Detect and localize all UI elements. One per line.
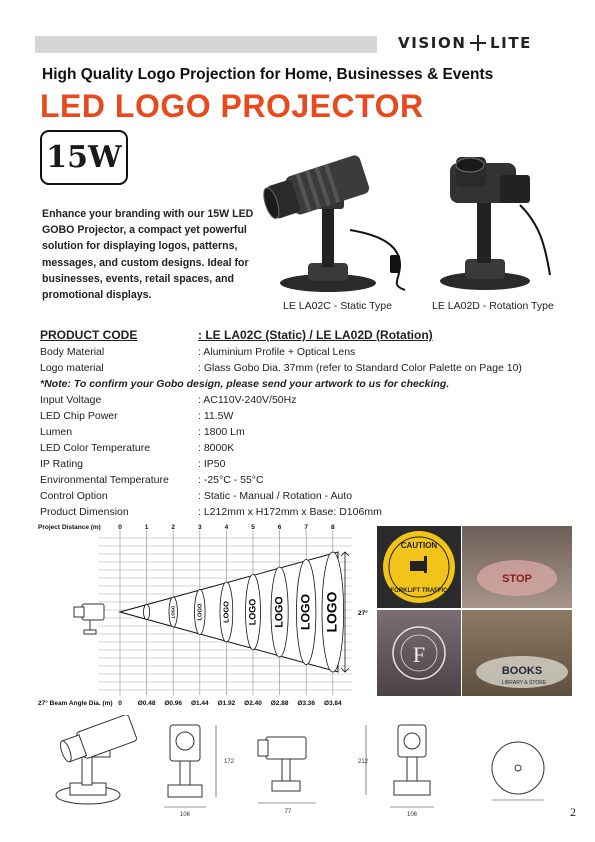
monogram-text: F — [412, 642, 426, 667]
spec-key: Control Option — [40, 490, 108, 502]
spec-note — [40, 376, 560, 392]
spec-value: : Glass Gobo Dia. 37mm (refer to Standard Color Palette on Page 10) — [198, 362, 522, 374]
diagram-projector-icon — [74, 604, 104, 634]
spec-key: LED Chip Power — [40, 410, 118, 422]
svg-text:VISION: VISION — [398, 34, 467, 52]
distance-tick: 3 — [197, 524, 202, 531]
spec-value: : AC110V-240V/50Hz — [198, 394, 297, 406]
vision-lite-logo — [398, 33, 558, 53]
distance-tick: 8 — [330, 524, 335, 531]
spec-row — [40, 472, 560, 488]
dim-d-label: 106 — [406, 812, 418, 818]
logo-projection-text: LOGO — [197, 603, 204, 621]
distance-tick: 6 — [277, 524, 282, 531]
distance-tick: 4 — [224, 524, 229, 531]
monogram-example-photo — [377, 610, 461, 696]
svg-text:LITE: LITE — [490, 34, 533, 52]
rotation-projector-image — [410, 135, 570, 300]
brand-logo — [398, 33, 558, 57]
distance-tick: 5 — [251, 524, 255, 531]
iso-drawing — [40, 715, 150, 810]
spec-row — [40, 504, 560, 520]
spec-key: Lumen — [40, 426, 73, 438]
distance-tick: 0 — [118, 524, 122, 531]
spec-value: : Aluminium Profile + Optical Lens — [198, 346, 356, 358]
diameter-tick: Ø0.48 — [137, 700, 156, 707]
tagline: High Quality Logo Projection for Home, Businesses & Events — [42, 66, 494, 83]
distance-axis-label: Project Distance (m) — [38, 524, 101, 531]
logo-projection-text: LOGO — [273, 596, 286, 628]
dim-a-label: 106 — [179, 812, 191, 818]
spec-header-row — [40, 326, 560, 344]
front-view-drawing — [150, 715, 240, 820]
logo-projection-text: LOGO — [247, 598, 258, 626]
spec-key: Environmental Temperature — [40, 474, 169, 486]
spec-header-key: PRODUCT CODE — [40, 328, 138, 342]
diameter-tick: Ø3.36 — [297, 700, 316, 707]
spec-row — [40, 408, 560, 424]
caution-example-photo — [377, 526, 461, 608]
angle-label: 27° — [358, 610, 368, 617]
diameter-ticks — [0, 700, 595, 710]
diameter-tick: 0 — [118, 700, 122, 707]
forklift-icon — [410, 561, 424, 571]
logo-projection-text: LOGO — [324, 591, 340, 633]
rear-view-drawing — [350, 715, 450, 820]
spec-note-text: *Note: To confirm your Gobo design, please send your artwork to us for checking. — [40, 378, 450, 390]
spec-key: Product Dimension — [40, 506, 129, 518]
logo-projection-text: LOGO — [298, 594, 313, 630]
dim-e-label: 77 — [284, 809, 292, 815]
diameter-tick: Ø1.44 — [190, 700, 209, 707]
spec-row — [40, 488, 560, 504]
static-projector-image — [250, 135, 415, 300]
spec-row — [40, 424, 560, 440]
spec-key: IP Rating — [40, 458, 83, 470]
spec-value: : Static - Manual / Rotation - Auto — [198, 490, 353, 502]
spec-key: Body Material — [40, 346, 105, 358]
projection-diagram — [0, 530, 375, 700]
product-caption-static: LE LA02C - Static Type — [283, 300, 392, 312]
diameter-tick: Ø0.96 — [164, 700, 183, 707]
books-example-photo — [462, 610, 572, 696]
diameter-tick: Ø2.88 — [270, 700, 289, 707]
spec-key: Logo material — [40, 362, 104, 374]
logo-projection-text: LOGO — [170, 605, 176, 619]
base-view-drawing — [480, 730, 560, 810]
distance-tick: 7 — [304, 524, 308, 531]
header-bar — [35, 36, 377, 53]
spec-header-value: : LE LA02C (Static) / LE LA02D (Rotation) — [198, 328, 433, 342]
page-number: 2 — [570, 805, 576, 819]
side-view-drawing — [250, 725, 340, 820]
logo-projection-text: LOGO — [221, 601, 231, 623]
spec-row — [40, 344, 560, 360]
spec-key: LED Color Temperature — [40, 442, 151, 454]
diameter-tick: Ø1.92 — [217, 700, 236, 707]
spec-table — [40, 326, 560, 520]
spec-value: : -25°C - 55°C — [198, 474, 264, 486]
diameter-tick: Ø3.84 — [323, 700, 342, 707]
spec-value: : 11.5W — [198, 410, 234, 422]
stop-text: STOP — [502, 573, 532, 585]
dim-b-label: 172 — [224, 759, 235, 765]
spec-value: : 8000K — [198, 442, 235, 454]
books-sub-text: LIBRARY & STORE — [501, 680, 547, 686]
spec-row — [40, 392, 560, 408]
caution-text: CAUTION — [400, 541, 438, 550]
stop-example-photo — [462, 526, 572, 608]
distance-tick: 1 — [144, 524, 149, 531]
spec-row — [40, 456, 560, 472]
spec-row — [40, 360, 560, 376]
spec-value: : IP50 — [198, 458, 226, 470]
projection-ellipse — [144, 605, 150, 620]
spec-key: Input Voltage — [40, 394, 102, 406]
spec-row — [40, 440, 560, 456]
spec-value: : L212mm x H172mm x Base: D106mm — [198, 506, 382, 518]
wattage-badge: 15W — [40, 130, 128, 185]
intro-paragraph: Enhance your branding with our 15W LED GOBO Projector, a compact yet powerful solution for displaying logos, patterns, messages, and custom designs. Ideal for businesses, events, retail spaces, and promotional displays. — [42, 208, 254, 302]
dim-c-label: 212 — [358, 759, 369, 765]
spec-value: : 1800 Lm — [198, 426, 245, 438]
diameter-tick: Ø2.40 — [244, 700, 262, 707]
page-title: LED LOGO PROJECTOR — [40, 88, 424, 124]
forklift-text: FORKLIFT TRAFFIC — [390, 588, 448, 594]
books-text: BOOKS — [501, 665, 543, 677]
beam-axis-label: 27° Beam Angle Dia. (m) — [38, 700, 113, 707]
product-caption-rotation: LE LA02D - Rotation Type — [432, 300, 554, 312]
distance-tick: 2 — [171, 524, 175, 531]
